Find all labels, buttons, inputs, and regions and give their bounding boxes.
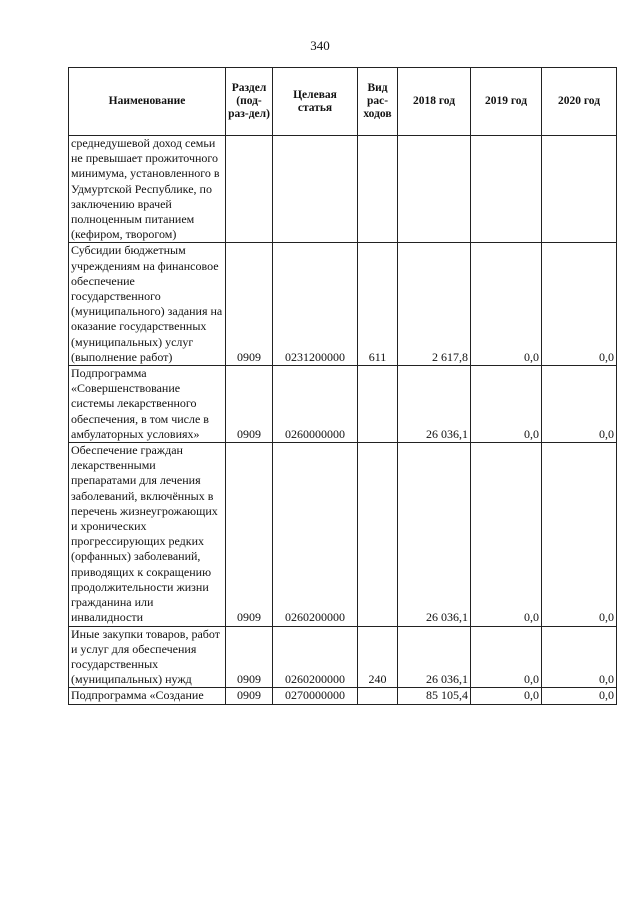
row-target: 0260200000 (273, 443, 358, 626)
row-2019: 0,0 (471, 443, 542, 626)
row-section: 0909 (226, 688, 273, 704)
row-name: Субсидии бюджетным учреждениям на финансовое обеспечение государственного (муниципального) задания на оказание государственных (муниципальных) услуг (выполнение работ) (69, 243, 226, 366)
row-2018: 85 105,4 (398, 688, 471, 704)
row-section: 0909 (226, 366, 273, 443)
page-number: 340 (310, 38, 330, 53)
row-2019: 0,0 (471, 366, 542, 443)
header-section: Раздел (под-раз-дел) (226, 68, 273, 136)
row-target: 0260000000 (273, 366, 358, 443)
row-type (358, 136, 398, 243)
row-2020: 0,0 (542, 243, 617, 366)
row-2020: 0,0 (542, 443, 617, 626)
row-name: Иные закупки товаров, работ и услуг для обеспечения государственных (муниципальных) нужд (69, 626, 226, 688)
row-2018: 26 036,1 (398, 626, 471, 688)
row-section (226, 136, 273, 243)
row-2018: 26 036,1 (398, 366, 471, 443)
header-2020: 2020 год (542, 68, 617, 136)
row-2018 (398, 136, 471, 243)
row-target: 0260200000 (273, 626, 358, 688)
row-2020 (542, 136, 617, 243)
row-section: 0909 (226, 443, 273, 626)
row-name: Обеспечение граждан лекарственными препаратами для лечения заболеваний, включённых в перечень жизнеугрожающих и хронических прогрессирующих редких (орфанных) заболеваний, приводящих к сокращению продолжительности жизни гражданина или инвалидности (69, 443, 226, 626)
row-2019: 0,0 (471, 243, 542, 366)
budget-table (68, 67, 617, 705)
row-2019 (471, 136, 542, 243)
row-2018: 2 617,8 (398, 243, 471, 366)
row-2020: 0,0 (542, 366, 617, 443)
header-2019: 2019 год (471, 68, 542, 136)
header-2018: 2018 год (398, 68, 471, 136)
row-name: Подпрограмма «Создание (69, 688, 226, 704)
row-name: среднедушевой доход семьи не превышает прожиточного минимума, установленного в Удмуртской Республике, по заключению врачей полноценным питанием (кефиром, творогом) (69, 136, 226, 243)
row-2018: 26 036,1 (398, 443, 471, 626)
row-2020: 0,0 (542, 688, 617, 704)
row-section: 0909 (226, 626, 273, 688)
table-row (69, 136, 617, 243)
row-2020: 0,0 (542, 626, 617, 688)
header-name: Наименование (69, 68, 226, 136)
header-target: Целевая статья (273, 68, 358, 136)
row-type: 240 (358, 626, 398, 688)
table-header-row (69, 68, 617, 136)
row-target (273, 136, 358, 243)
row-2019: 0,0 (471, 626, 542, 688)
row-type: 611 (358, 243, 398, 366)
row-type (358, 366, 398, 443)
row-2019: 0,0 (471, 688, 542, 704)
table-row (69, 443, 617, 626)
row-section: 0909 (226, 243, 273, 366)
row-target: 0231200000 (273, 243, 358, 366)
table-row (69, 243, 617, 366)
row-type (358, 688, 398, 704)
row-name: Подпрограмма «Совершенствование системы лекарственного обеспечения, в том числе в амбулаторных условиях» (69, 366, 226, 443)
row-type (358, 443, 398, 626)
row-target: 0270000000 (273, 688, 358, 704)
table-row (69, 366, 617, 443)
table-row (69, 688, 617, 704)
table-row (69, 626, 617, 688)
header-type: Вид рас-ходов (358, 68, 398, 136)
